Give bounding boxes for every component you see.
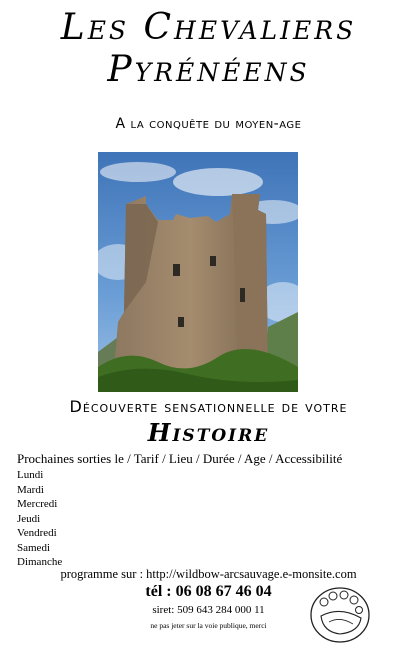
- day-item: Lundi: [17, 469, 44, 481]
- discovery-line: Découverte sensationnelle de votre: [69, 397, 348, 416]
- poster-subtitle: A la conquête du moyen-age: [115, 116, 302, 132]
- day-item: Mercredi: [17, 498, 58, 510]
- day-item: Vendredi: [17, 527, 57, 539]
- bear-paw-logo: [309, 586, 371, 644]
- program-link-line: programme sur : http://wildbow-arcsauvage.e-monsite.com: [60, 567, 357, 581]
- day-item: Dimanche: [17, 556, 63, 568]
- days-list: [17, 468, 62, 570]
- disposal-note: ne pas jeter sur la voie publique, merci: [150, 621, 267, 630]
- siret-number: siret: 509 643 284 000 11: [152, 604, 265, 616]
- castle-tower-ruin-photo: [98, 152, 298, 392]
- poster-title-line-1: Les Chevaliers: [60, 7, 357, 48]
- day-item: Samedi: [17, 541, 50, 554]
- poster-title-line-2: Pyrénéens: [107, 49, 310, 90]
- phone-number: tél : 06 08 67 46 04: [145, 583, 272, 600]
- next-outings-header: Prochaines sorties le / Tarif / Lieu / Durée / Age / Accessibilité: [17, 451, 343, 466]
- day-item: Jeudi: [17, 512, 41, 525]
- histoire-heading: Histoire: [147, 418, 270, 447]
- day-item: Mardi: [17, 483, 44, 496]
